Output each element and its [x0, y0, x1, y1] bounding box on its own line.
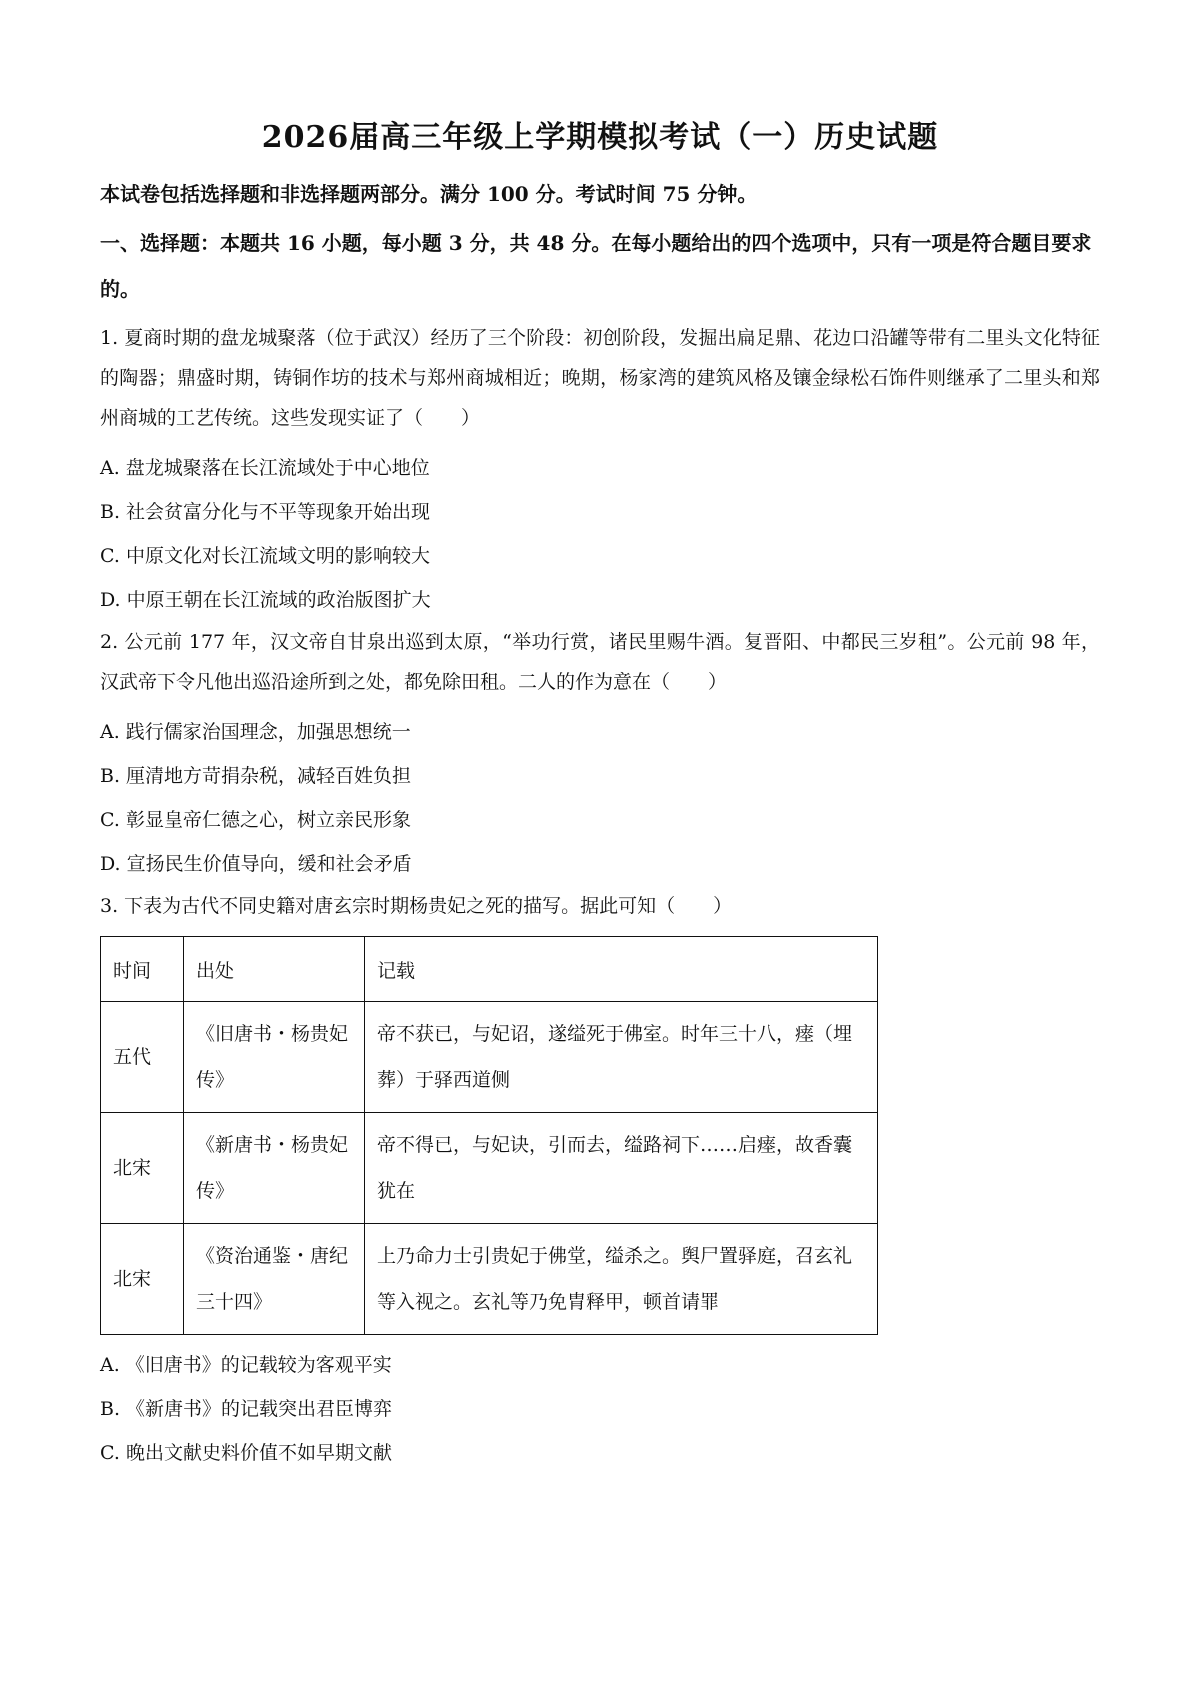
option-a[interactable]: A. 盘龙城聚落在长江流域处于中心地位: [100, 457, 430, 479]
section-heading: 一、选择题：本题共 16 小题，每小题 3 分，共 48 分。在每小题给出的四个选项中，只有一项是符合题目要求的。: [100, 231, 1092, 301]
option-d[interactable]: D. 宣扬民生价值导向，缓和社会矛盾: [100, 853, 412, 875]
question-stem: 2. 公元前 177 年，汉文帝自甘泉出巡到太原，“举功行赏，诸民里赐牛酒。复晋阳、中都民三岁租”。公元前 98 年，汉武帝下令凡他出巡沿途所到之处，都免除田租。二人的作为意在（ ）: [100, 631, 1100, 693]
question-stem: 3. 下表为古代不同史籍对唐玄宗时期杨贵妃之死的描写。据此可知（ ）: [100, 895, 733, 917]
question-2: [100, 622, 1100, 878]
cell-time: 五代: [101, 1002, 184, 1113]
cell-source: 《资治通鉴・唐纪三十四》: [184, 1224, 365, 1335]
option-a[interactable]: A. 《旧唐书》的记载较为客观平实: [100, 1354, 392, 1376]
exam-intro: 本试卷包括选择题和非选择题两部分。满分 100 分。考试时间 75 分钟。: [100, 182, 758, 206]
option-list: [100, 454, 1100, 614]
cell-source: 《新唐书・杨贵妃传》: [184, 1113, 365, 1224]
question-stem: 1. 夏商时期的盘龙城聚落（位于武汉）经历了三个阶段：初创阶段，发掘出扁足鼎、花边口沿罐等带有二里头文化特征的陶器；鼎盛时期，铸铜作坊的技术与郑州商城相近；晚期，杨家湾的建筑风格及镶金绿松石饰件则继承了二里头和郑州商城的工艺传统。这些发现实证了（ ）: [100, 327, 1100, 429]
question-1: [100, 318, 1100, 614]
option-c[interactable]: C. 中原文化对长江流域文明的影响较大: [100, 545, 430, 567]
history-records-table: [100, 936, 878, 1335]
option-b[interactable]: B. 《新唐书》的记载突出君臣博弈: [100, 1398, 393, 1420]
cell-record: 帝不得已，与妃诀，引而去，缢路祠下……启瘗，故香囊犹在: [365, 1113, 878, 1224]
option-d[interactable]: D. 中原王朝在长江流域的政治版图扩大: [100, 589, 431, 611]
option-b[interactable]: B. 社会贫富分化与不平等现象开始出现: [100, 501, 431, 523]
header-cell-source: 出处: [184, 937, 365, 1002]
table-row: [101, 1113, 878, 1224]
cell-record: 帝不获已，与妃诏，遂缢死于佛室。时年三十八，瘗（埋葬）于驿西道侧: [365, 1002, 878, 1113]
header-cell-record: 记载: [365, 937, 878, 1002]
table-header-row: [101, 937, 878, 1002]
option-c[interactable]: C. 彰显皇帝仁德之心，树立亲民形象: [100, 809, 411, 831]
cell-record: 上乃命力士引贵妃于佛堂，缢杀之。舆尸置驿庭，召玄礼等入视之。玄礼等乃免胄释甲，顿首请罪: [365, 1224, 878, 1335]
question-3: [100, 886, 1100, 1467]
table-row: [101, 1224, 878, 1335]
table-row: [101, 1002, 878, 1113]
option-list: [100, 1351, 1100, 1467]
option-a[interactable]: A. 践行儒家治国理念，加强思想统一: [100, 721, 411, 743]
option-c[interactable]: C. 晚出文献史料价值不如早期文献: [100, 1442, 392, 1464]
cell-source: 《旧唐书・杨贵妃传》: [184, 1002, 365, 1113]
cell-time: 北宋: [101, 1113, 184, 1224]
option-b[interactable]: B. 厘清地方苛捐杂税，减轻百姓负担: [100, 765, 412, 787]
header-cell-time: 时间: [101, 937, 184, 1002]
page-title: 2026届高三年级上学期模拟考试（一）历史试题: [261, 120, 939, 155]
cell-time: 北宋: [101, 1224, 184, 1335]
option-list: [100, 718, 1100, 878]
